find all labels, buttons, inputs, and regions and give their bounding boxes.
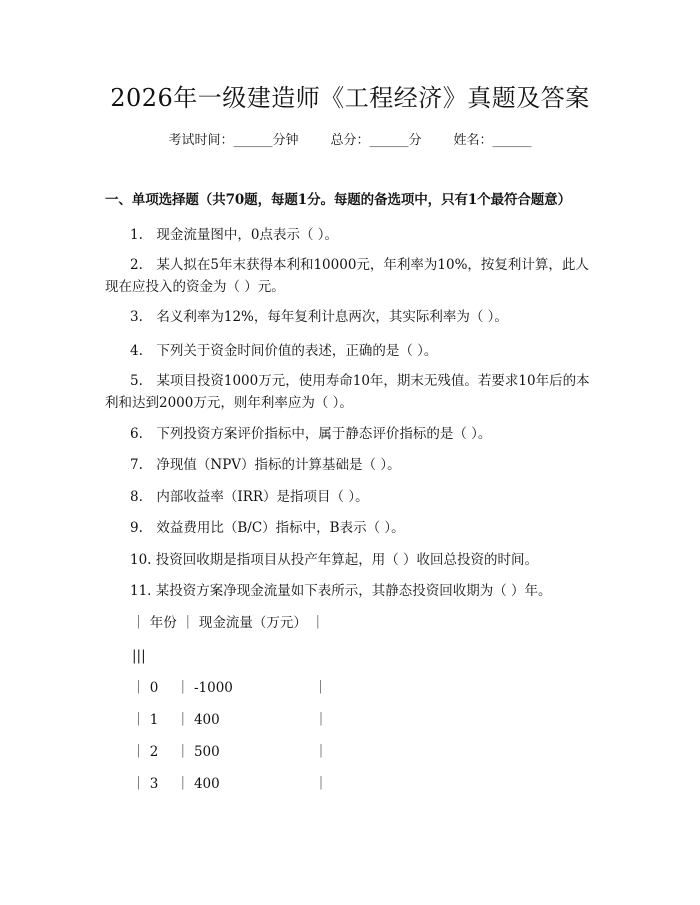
- question-5: 5. 某项目投资1000万元，使用寿命10年，期末无残值。若要求10年后的本利和达到2000万元，则年利率应为（ ）。: [105, 373, 590, 411]
- table-separator-row: |||: [132, 648, 146, 664]
- exam-time: 考试时间：______分钟: [168, 133, 299, 148]
- question-1: 1. 现金流量图中，0点表示（ ）。: [130, 227, 339, 243]
- exam-meta: [0, 131, 700, 151]
- question-3: 3. 名义利率为12%，每年复利计息两次，其实际利率为（ ）。: [130, 309, 508, 325]
- table-row: ｜ 3 ｜ 400 ｜: [132, 776, 328, 792]
- question-7: 7. 净现值（NPV）指标的计算基础是（ ）。: [130, 457, 401, 473]
- question-6: 6. 下列投资方案评价指标中，属于静态评价指标的是（ ）。: [130, 426, 492, 442]
- table-header-row: ｜ 年份 ｜ 现金流量（万元） ｜: [132, 615, 325, 631]
- question-9: 9. 效益费用比（B/C）指标中，B表示（ ）。: [130, 520, 405, 536]
- question-4: 4. 下列关于资金时间价值的表述，正确的是（ ）。: [130, 343, 438, 359]
- table-row: ｜ 0 ｜ -1000 ｜: [132, 680, 328, 696]
- exam-name: 姓名：______: [453, 133, 532, 148]
- page-title: 2026年一级建造师《工程经济》真题及答案: [110, 84, 590, 112]
- question-2: 2. 某人拟在5年末获得本利和10000元，年利率为10%，按复利计算，此人现在应投入的资金为（ ）元。: [105, 257, 589, 295]
- exam-score: 总分：______分: [330, 133, 422, 148]
- question-8: 8. 内部收益率（IRR）是指项目（ ）。: [130, 489, 369, 505]
- table-row: ｜ 2 ｜ 500 ｜: [132, 744, 328, 760]
- table-row: ｜ 1 ｜ 400 ｜: [132, 712, 328, 728]
- question-10: 10. 投资回收期是指项目从投产年算起，用（ ）收回总投资的时间。: [130, 552, 539, 568]
- section-heading: 一、单项选择题（共70题，每题1分。每题的备选项中，只有1个最符合题意）: [105, 192, 571, 208]
- question-11: 11. 某投资方案净现金流量如下表所示，其静态投资回收期为（ ）年。: [130, 583, 552, 599]
